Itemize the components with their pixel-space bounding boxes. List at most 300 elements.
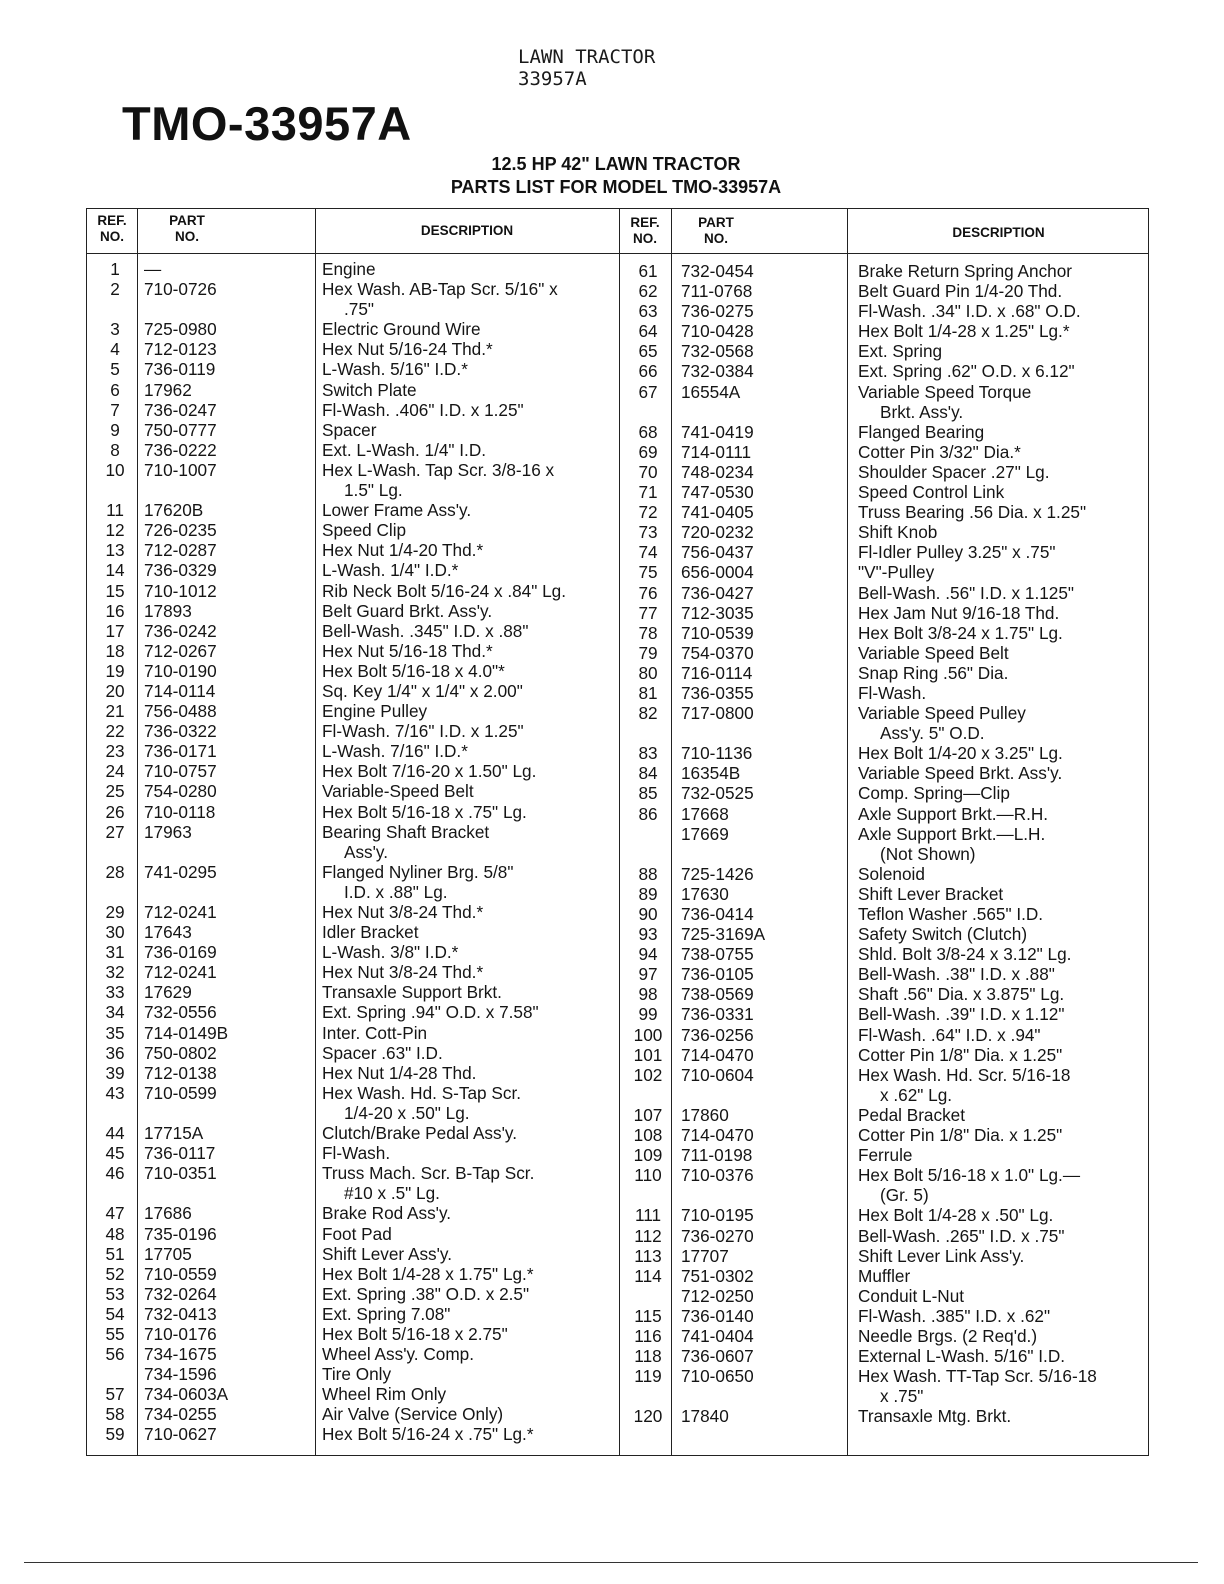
parts-table bbox=[86, 208, 1149, 1456]
part-number: 17669 bbox=[681, 823, 729, 844]
part-description: Spacer .63" I.D. bbox=[322, 1042, 443, 1063]
part-description: Foot Pad bbox=[322, 1223, 392, 1244]
table-row bbox=[87, 1125, 1148, 1145]
part-description: Hex Nut 5/16-18 Thd.* bbox=[322, 640, 493, 661]
part-number: 717-0800 bbox=[681, 703, 754, 724]
table-row bbox=[87, 482, 1148, 502]
part-number: 710-1007 bbox=[144, 459, 217, 480]
part-description: Fl-Wash. 7/16" I.D. x 1.25" bbox=[322, 721, 524, 742]
part-description: L-Wash. 3/8" I.D.* bbox=[322, 942, 459, 963]
ref-number: 120 bbox=[633, 1406, 663, 1427]
header-description-left: DESCRIPTION bbox=[420, 223, 514, 238]
ref-number: 10 bbox=[105, 459, 125, 480]
part-number: 710-0190 bbox=[144, 660, 217, 681]
part-description: Bell-Wash. .39" I.D. x 1.12" bbox=[858, 1004, 1065, 1025]
part-description: Ext. Spring .94" O.D. x 7.58" bbox=[322, 1002, 539, 1023]
part-description: Hex Wash. Hd. Scr. 5/16-18 bbox=[858, 1064, 1071, 1085]
part-description: Bell-Wash. .56" I.D. x 1.125" bbox=[858, 582, 1074, 603]
ref-number: 68 bbox=[638, 421, 658, 442]
part-number: 710-0351 bbox=[144, 1163, 217, 1184]
part-number: 17620B bbox=[144, 500, 204, 521]
part-description: Conduit L-Nut bbox=[858, 1285, 965, 1306]
ref-number: 1 bbox=[110, 259, 120, 279]
ref-number: 56 bbox=[105, 1344, 125, 1365]
part-description: x .75" bbox=[880, 1386, 924, 1407]
ref-number: 43 bbox=[105, 1082, 125, 1103]
table-row bbox=[87, 1185, 1148, 1205]
ref-number: 107 bbox=[633, 1104, 663, 1125]
part-number: — bbox=[144, 259, 162, 279]
part-description: Fl-Wash. .34" I.D. x .68" O.D. bbox=[858, 301, 1081, 322]
table-row bbox=[87, 640, 1148, 663]
ref-number: 55 bbox=[105, 1323, 125, 1344]
part-description: Rib Neck Bolt 5/16-24 x .84" Lg. bbox=[322, 580, 566, 601]
ref-number: 14 bbox=[105, 560, 125, 581]
part-description: Fl-Wash. .406" I.D. x 1.25" bbox=[322, 399, 524, 420]
part-description: Variable Speed Pulley bbox=[858, 703, 1026, 724]
part-number: 756-0437 bbox=[681, 542, 754, 563]
ref-number: 59 bbox=[105, 1424, 125, 1445]
part-number: 725-1426 bbox=[681, 863, 754, 884]
part-number: 710-0559 bbox=[144, 1263, 217, 1284]
table-row bbox=[87, 580, 1148, 603]
part-number: 712-0287 bbox=[144, 540, 217, 561]
table-row bbox=[87, 964, 1148, 984]
ref-number: 99 bbox=[638, 1004, 658, 1025]
table-row bbox=[87, 924, 1148, 944]
ref-number: 5 bbox=[110, 359, 120, 380]
part-number: 17893 bbox=[144, 600, 192, 621]
table-row bbox=[87, 399, 1148, 422]
part-description: Cotter Pin 3/32" Dia.* bbox=[858, 441, 1021, 462]
part-description: Lower Frame Ass'y. bbox=[322, 500, 472, 521]
part-description: L-Wash. 5/16" I.D.* bbox=[322, 359, 468, 380]
ref-number: 6 bbox=[110, 379, 120, 400]
table-row bbox=[87, 1062, 1148, 1085]
ref-number: 48 bbox=[105, 1223, 125, 1244]
part-number: 712-0241 bbox=[144, 962, 217, 983]
part-description: L-Wash. 7/16" I.D.* bbox=[322, 741, 468, 762]
part-description: Fl-Wash. .64" I.D. x .94" bbox=[858, 1024, 1041, 1045]
header-divider bbox=[87, 253, 1148, 254]
part-number: 17715A bbox=[144, 1123, 204, 1144]
ref-number: 110 bbox=[634, 1165, 662, 1186]
part-description: Muffler bbox=[858, 1265, 911, 1286]
table-row bbox=[87, 1406, 1148, 1426]
part-number: 741-0295 bbox=[144, 861, 217, 882]
ref-number: 29 bbox=[105, 902, 125, 922]
ref-number: 53 bbox=[105, 1283, 125, 1304]
ref-number: 101 bbox=[633, 1044, 663, 1065]
table-row bbox=[87, 301, 1148, 321]
part-description: Hex Bolt 1/4-28 x .50" Lg. bbox=[858, 1205, 1054, 1226]
ref-number: 65 bbox=[638, 341, 658, 362]
part-description: Ext. Spring .62" O.D. x 6.12" bbox=[858, 361, 1075, 382]
part-description: Axle Support Brkt.—R.H. bbox=[858, 803, 1049, 824]
part-number: 712-3035 bbox=[681, 602, 754, 623]
ref-number: 24 bbox=[105, 761, 125, 782]
parts-list-right bbox=[87, 261, 1148, 1426]
ref-number: 9 bbox=[110, 419, 120, 440]
table-row bbox=[87, 881, 1148, 904]
table-row bbox=[87, 1082, 1148, 1105]
ref-number: 76 bbox=[638, 582, 658, 603]
part-number: 738-0755 bbox=[681, 944, 754, 965]
ref-number: 78 bbox=[638, 622, 658, 643]
part-number: 736-0171 bbox=[144, 741, 217, 762]
part-description: Shift Knob bbox=[858, 522, 938, 543]
part-number: 656-0004 bbox=[681, 562, 754, 583]
part-description: Solenoid bbox=[858, 863, 925, 884]
part-description: Cotter Pin 1/8" Dia. x 1.25" bbox=[858, 1044, 1063, 1065]
part-description: Ass'y. bbox=[344, 841, 389, 862]
part-description: Ext. Spring 7.08" bbox=[322, 1303, 451, 1324]
part-number: 754-0280 bbox=[144, 781, 217, 802]
ref-number: 27 bbox=[105, 821, 125, 842]
ref-number: 25 bbox=[105, 781, 125, 802]
part-number: 736-0119 bbox=[144, 359, 216, 380]
page-subtitle: PARTS LIST FOR MODEL TMO-33957A bbox=[450, 177, 782, 197]
table-row bbox=[87, 379, 1148, 402]
ref-number: 81 bbox=[638, 682, 658, 703]
ref-number: 116 bbox=[634, 1325, 662, 1346]
table-row bbox=[87, 1022, 1148, 1045]
table-row bbox=[87, 984, 1148, 1004]
part-number: 710-1136 bbox=[681, 743, 753, 764]
table-row bbox=[87, 281, 1148, 301]
part-description: Transaxle Mtg. Brkt. bbox=[858, 1406, 1012, 1427]
part-description: Needle Brgs. (2 Req'd.) bbox=[858, 1325, 1038, 1346]
part-number: 736-0117 bbox=[144, 1143, 216, 1164]
doc-header-line2: 33957A bbox=[518, 68, 587, 90]
page-bottom-rule bbox=[24, 1562, 1198, 1563]
part-number: 736-0322 bbox=[144, 721, 217, 742]
part-description: Bell-Wash. .265" I.D. x .75" bbox=[858, 1225, 1065, 1246]
part-number: 712-0123 bbox=[144, 339, 217, 360]
part-number: 710-0428 bbox=[681, 321, 754, 342]
part-description: Fl-Wash. .385" I.D. x .62" bbox=[858, 1305, 1051, 1326]
part-description: Brake Rod Ass'y. bbox=[322, 1203, 452, 1224]
ref-number: 19 bbox=[105, 660, 125, 681]
part-description: Ferrule bbox=[858, 1145, 913, 1166]
part-number: 732-0384 bbox=[681, 361, 754, 382]
part-description: Pedal Bracket bbox=[858, 1104, 966, 1125]
part-number: 710-0195 bbox=[681, 1205, 754, 1226]
part-description: Switch Plate bbox=[322, 379, 417, 400]
part-number: 711-0198 bbox=[681, 1145, 753, 1166]
table-row bbox=[87, 703, 1148, 723]
part-number: 736-0355 bbox=[681, 682, 754, 703]
ref-number: 20 bbox=[105, 680, 125, 701]
part-description: Hex Bolt 5/16-18 x 4.0"* bbox=[322, 660, 505, 681]
part-description: Belt Guard Brkt. Ass'y. bbox=[322, 600, 493, 621]
header-part-no-left: PART NO. bbox=[169, 213, 205, 244]
part-description: Engine Pulley bbox=[322, 701, 428, 722]
part-description: Hex Jam Nut 9/16-18 Thd. bbox=[858, 602, 1060, 623]
ref-number: 89 bbox=[638, 883, 658, 904]
part-number: 712-0267 bbox=[144, 640, 217, 661]
part-number: 751-0302 bbox=[681, 1265, 754, 1286]
part-description: Ext. Spring bbox=[858, 341, 943, 362]
part-number: 16554A bbox=[681, 381, 741, 402]
part-number: 710-1012 bbox=[144, 580, 217, 601]
ref-number: 32 bbox=[105, 962, 125, 983]
part-description: Hex Bolt 5/16-18 x 1.0" Lg.— bbox=[858, 1165, 1081, 1186]
part-number: 754-0370 bbox=[681, 642, 754, 663]
ref-number: 12 bbox=[105, 520, 125, 541]
ref-number: 100 bbox=[633, 1024, 663, 1045]
part-description: (Gr. 5) bbox=[880, 1185, 929, 1206]
part-number: 714-0114 bbox=[144, 680, 216, 701]
table-row bbox=[87, 439, 1148, 462]
ref-number: 45 bbox=[105, 1143, 125, 1164]
table-row bbox=[87, 1004, 1148, 1024]
ref-number: 4 bbox=[110, 339, 120, 360]
part-number: 714-0470 bbox=[681, 1125, 754, 1146]
ref-number: 54 bbox=[105, 1303, 125, 1324]
part-description: Shift Lever Ass'y. bbox=[322, 1243, 453, 1264]
part-number: 17705 bbox=[144, 1243, 192, 1264]
part-number: 736-0607 bbox=[681, 1346, 754, 1367]
ref-number: 23 bbox=[105, 741, 125, 762]
ref-number: 86 bbox=[638, 803, 658, 824]
part-description: "V"-Pulley bbox=[858, 562, 935, 583]
ref-number: 80 bbox=[638, 662, 658, 683]
part-description: Air Valve (Service Only) bbox=[322, 1404, 504, 1425]
part-number: 725-3169A bbox=[681, 924, 766, 945]
part-number: 710-0650 bbox=[681, 1366, 754, 1387]
table-row bbox=[87, 459, 1148, 482]
ref-number: 118 bbox=[634, 1346, 662, 1367]
part-description: Axle Support Brkt.—L.H. bbox=[858, 823, 1046, 844]
ref-number: 28 bbox=[105, 861, 125, 882]
table-row bbox=[87, 660, 1148, 683]
table-row bbox=[87, 1165, 1148, 1185]
ref-number: 22 bbox=[105, 721, 125, 742]
ref-number: 33 bbox=[105, 982, 125, 1003]
ref-number: 11 bbox=[106, 500, 124, 521]
table-row bbox=[87, 680, 1148, 703]
model-number-title: TMO-33957A bbox=[122, 97, 412, 150]
part-number: 736-0169 bbox=[144, 942, 217, 963]
ref-number: 61 bbox=[638, 261, 658, 281]
part-number: 741-0404 bbox=[681, 1325, 754, 1346]
ref-number: 85 bbox=[638, 783, 658, 804]
part-number: 16354B bbox=[681, 763, 741, 784]
ref-number: 71 bbox=[638, 482, 658, 503]
part-number: 736-0329 bbox=[144, 560, 217, 581]
part-number: 710-0757 bbox=[144, 761, 217, 782]
part-number: 720-0232 bbox=[681, 522, 754, 543]
part-description: Variable Speed Brkt. Ass'y. bbox=[858, 763, 1063, 784]
ref-number: 30 bbox=[105, 922, 125, 943]
part-number: 712-0138 bbox=[144, 1062, 217, 1083]
table-row bbox=[87, 1263, 1148, 1286]
part-description: Ext. Spring .38" O.D. x 2.5" bbox=[322, 1283, 530, 1304]
part-number: 738-0569 bbox=[681, 984, 754, 1005]
ref-number: 31 bbox=[105, 942, 125, 963]
part-description: Snap Ring .56" Dia. bbox=[858, 662, 1009, 683]
part-description: Fl-Wash. bbox=[322, 1143, 391, 1164]
part-description: Variable Speed Torque bbox=[858, 381, 1032, 402]
part-description: Spacer bbox=[322, 419, 377, 440]
ref-number: 51 bbox=[105, 1243, 125, 1264]
table-row bbox=[87, 361, 1148, 381]
part-number: 741-0419 bbox=[681, 421, 754, 442]
part-number: 732-0525 bbox=[681, 783, 754, 804]
part-description: Speed Clip bbox=[322, 520, 407, 541]
table-row bbox=[87, 1102, 1148, 1125]
ref-number: 46 bbox=[105, 1163, 125, 1184]
part-description: Hex Bolt 3/8-24 x 1.75" Lg. bbox=[858, 622, 1063, 643]
table-row bbox=[87, 1323, 1148, 1346]
ref-number: 13 bbox=[105, 540, 125, 561]
ref-number: 35 bbox=[105, 1022, 125, 1043]
part-number: 714-0149B bbox=[144, 1022, 229, 1043]
ref-number: 17 bbox=[105, 620, 125, 641]
part-description: Flanged Nyliner Brg. 5/8" bbox=[322, 861, 514, 882]
part-number: 732-0264 bbox=[144, 1283, 217, 1304]
ref-number: 83 bbox=[638, 743, 658, 764]
part-description: Hex Nut 1/4-28 Thd. bbox=[322, 1062, 477, 1083]
table-row bbox=[87, 620, 1148, 643]
part-description: Hex Nut 3/8-24 Thd.* bbox=[322, 962, 484, 983]
part-description: Sq. Key 1/4" x 1/4" x 2.00" bbox=[322, 680, 523, 701]
ref-number: 67 bbox=[638, 381, 658, 402]
part-description: Bell-Wash. .38" I.D. x .88" bbox=[858, 964, 1055, 985]
table-row bbox=[87, 341, 1148, 361]
part-description: (Not Shown) bbox=[880, 843, 976, 864]
part-description: Hex Bolt 5/16-18 x .75" Lg. bbox=[322, 801, 527, 822]
part-description: Hex Wash. TT-Tap Scr. 5/16-18 bbox=[858, 1366, 1097, 1387]
part-description: #10 x .5" Lg. bbox=[344, 1183, 440, 1204]
part-description: I.D. x .88" Lg. bbox=[344, 881, 448, 902]
part-number: 736-0140 bbox=[681, 1305, 754, 1326]
ref-number: 112 bbox=[634, 1225, 662, 1246]
ref-number: 36 bbox=[105, 1042, 125, 1063]
part-number: 17643 bbox=[144, 922, 192, 943]
part-description: Comp. Spring—Clip bbox=[858, 783, 1010, 804]
table-row bbox=[87, 904, 1148, 924]
ref-number: 113 bbox=[634, 1245, 662, 1266]
part-description: 1/4-20 x .50" Lg. bbox=[344, 1102, 470, 1123]
part-description: Shoulder Spacer .27" Lg. bbox=[858, 461, 1050, 482]
ref-number: 2 bbox=[110, 279, 120, 300]
part-description: Truss Mach. Scr. B-Tap Scr. bbox=[322, 1163, 535, 1184]
part-number: 710-0539 bbox=[681, 622, 754, 643]
part-description: Variable-Speed Belt bbox=[322, 781, 474, 802]
part-description: Hex Bolt 1/4-28 x 1.75" Lg.* bbox=[322, 1263, 534, 1284]
part-number: 17629 bbox=[144, 982, 192, 1003]
part-number: 725-0980 bbox=[144, 319, 217, 340]
table-row bbox=[87, 944, 1148, 964]
table-row bbox=[87, 1042, 1148, 1065]
part-description: Shift Lever Link Ass'y. bbox=[858, 1245, 1025, 1266]
part-description: Fl-Idler Pulley 3.25" x .75" bbox=[858, 542, 1056, 563]
ref-number: 26 bbox=[105, 801, 125, 822]
part-number: 747-0530 bbox=[681, 482, 754, 503]
page-title: 12.5 HP 42" LAWN TRACTOR bbox=[491, 154, 741, 174]
ref-number: 84 bbox=[638, 763, 658, 784]
part-number: 732-0413 bbox=[144, 1303, 217, 1324]
part-number: 748-0234 bbox=[681, 461, 754, 482]
part-number: 712-0250 bbox=[681, 1285, 754, 1306]
ref-number: 57 bbox=[105, 1384, 125, 1405]
part-number: 735-0196 bbox=[144, 1223, 217, 1244]
ref-number: 108 bbox=[633, 1125, 663, 1146]
table-row bbox=[87, 502, 1148, 522]
ref-number: 73 bbox=[638, 522, 658, 543]
part-number: 736-0242 bbox=[144, 620, 217, 641]
part-number: 17707 bbox=[681, 1245, 729, 1266]
part-description: Teflon Washer .565" I.D. bbox=[858, 904, 1044, 924]
part-description: Shaft .56" Dia. x 3.875" Lg. bbox=[858, 984, 1065, 1005]
table-row bbox=[87, 1346, 1148, 1366]
table-row bbox=[87, 1243, 1148, 1266]
table-row bbox=[87, 1223, 1148, 1246]
part-description: Clutch/Brake Pedal Ass'y. bbox=[322, 1123, 517, 1144]
part-description: Hex Wash. AB-Tap Scr. 5/16" x bbox=[322, 279, 558, 300]
ref-number: 90 bbox=[638, 904, 658, 924]
table-row bbox=[87, 743, 1148, 763]
ref-number: 64 bbox=[638, 321, 658, 342]
part-description: Hex L-Wash. Tap Scr. 3/8-16 x bbox=[322, 459, 555, 480]
part-description: Bell-Wash. .345" I.D. x .88" bbox=[322, 620, 529, 641]
doc-header bbox=[518, 46, 655, 90]
ref-number: 114 bbox=[634, 1265, 662, 1286]
ref-number: 3 bbox=[110, 319, 120, 340]
table-row bbox=[87, 562, 1148, 582]
header-ref-no-left: REF. NO. bbox=[97, 213, 127, 244]
ref-number: 75 bbox=[638, 562, 658, 583]
header-description-right: DESCRIPTION bbox=[952, 225, 1045, 240]
part-description: Hex Nut 3/8-24 Thd.* bbox=[322, 902, 484, 922]
ref-number: 109 bbox=[633, 1145, 663, 1166]
part-description: Flanged Bearing bbox=[858, 421, 985, 442]
part-number: 710-0627 bbox=[144, 1424, 217, 1445]
part-number: 736-0414 bbox=[681, 904, 754, 924]
table-row bbox=[87, 600, 1148, 623]
part-description: Engine bbox=[322, 259, 376, 279]
ref-number: 21 bbox=[105, 701, 125, 722]
ref-number: 88 bbox=[638, 863, 658, 884]
part-description: 1.5" Lg. bbox=[344, 480, 403, 501]
part-description: Hex Nut 5/16-24 Thd.* bbox=[322, 339, 493, 360]
part-description: Hex Bolt 7/16-20 x 1.50" Lg. bbox=[322, 761, 537, 782]
ref-number: 111 bbox=[634, 1205, 662, 1226]
ref-number: 94 bbox=[638, 944, 658, 965]
ref-number: 72 bbox=[638, 502, 658, 523]
part-description: x .62" Lg. bbox=[880, 1084, 953, 1105]
ref-number: 93 bbox=[638, 924, 658, 945]
table-row bbox=[87, 321, 1148, 341]
part-number: 736-0331 bbox=[681, 1004, 754, 1025]
part-number: 734-0603A bbox=[144, 1384, 229, 1405]
part-description: Brake Return Spring Anchor bbox=[858, 261, 1073, 281]
part-number: 734-1675 bbox=[144, 1344, 217, 1365]
table-row bbox=[87, 1303, 1148, 1326]
part-number: 732-0556 bbox=[144, 1002, 217, 1023]
ref-number: 8 bbox=[110, 439, 120, 460]
table-row bbox=[87, 1366, 1148, 1386]
table-row bbox=[87, 783, 1148, 803]
part-description: Hex Bolt 1/4-20 x 3.25" Lg. bbox=[858, 743, 1063, 764]
part-description: Shift Lever Bracket bbox=[858, 883, 1004, 904]
part-number: 714-0111 bbox=[681, 441, 752, 462]
table-row bbox=[87, 542, 1148, 562]
table-row bbox=[87, 1205, 1148, 1225]
ref-number: 34 bbox=[105, 1002, 125, 1023]
